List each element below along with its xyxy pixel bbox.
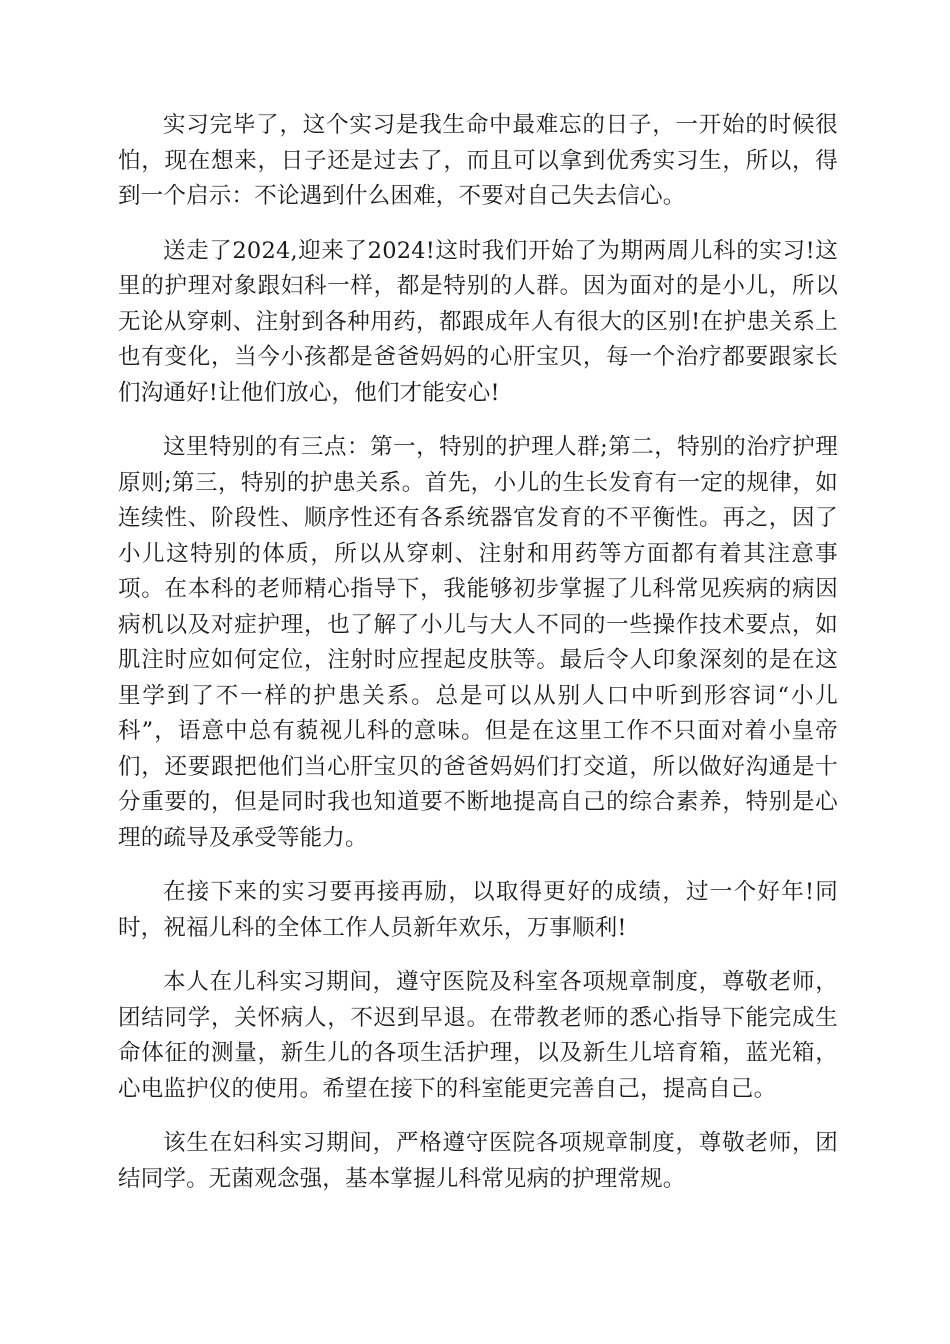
document-body — [118, 108, 838, 1216]
paragraph-2: 送走了2024,迎来了2024!这时我们开始了为期两周儿科的实习!这里的护理对象跟妇科一样，都是特别的人群。因为面对的是小儿，所以无论从穿刺、注射到各种用药，都跟成年人有很大的区别!在护患关系上也有变化，当今小孩都是爸爸妈妈的心肝宝贝，每一个治疗都要跟家长们沟通好!让他们放心，他们才能安心! — [118, 237, 838, 406]
paragraph-4: 在接下来的实习要再接再励，以取得更好的成绩，过一个好年!同时，祝福儿科的全体工作人员新年欢乐，万事顺利! — [118, 879, 838, 941]
paragraph-6: 该生在妇科实习期间，严格遵守医院各项规章制度，尊敬老师，团结同学。无菌观念强，基本掌握儿科常见病的护理常规。 — [118, 1130, 838, 1192]
paragraph-3: 这里特别的有三点：第一，特别的护理人群;第二，特别的治疗护理原则;第三，特别的护患关系。首先，小儿的生长发育有一定的规律，如连续性、阶段性、顺序性还有各系统器官发育的不平衡性。再之，因了小儿这特别的体质，所以从穿刺、注射和用药等方面都有着其注意事项。在本科的老师精心指导下，我能够初步掌握了儿科常见疾病的病因病机以及对症护理，也了解了小儿与大人不同的一些操作技术要点，如肌注时应如何定位，注射时应捏起皮肤等。最后令人印象深刻的是在这里学到了不一样的护患关系。总是可以从别人口中听到形容词“小儿科”，语意中总有藐视儿科的意味。但是在这里工作不只面对着小皇帝们，还要跟把他们当心肝宝贝的爸爸妈妈们打交道，所以做好沟通是十分重要的，但是同时我也知道要不断地提高自己的综合素养，特别是心理的疏导及承受等能力。 — [118, 434, 838, 851]
paragraph-5: 本人在儿科实习期间，遵守医院及科室各项规章制度，尊敬老师，团结同学，关怀病人，不迟到早退。在带教老师的悉心指导下能完成生命体征的测量，新生儿的各项生活护理，以及新生儿培育箱，蓝光箱，心电监护仪的使用。希望在接下的科室能更完善自己，提高自己。 — [118, 969, 838, 1102]
paragraph-1: 实习完毕了，这个实习是我生命中最难忘的日子，一开始的时候很怕，现在想来，日子还是过去了，而且可以拿到优秀实习生，所以，得到一个启示：不论遇到什么困难，不要对自己失去信心。 — [118, 112, 838, 209]
